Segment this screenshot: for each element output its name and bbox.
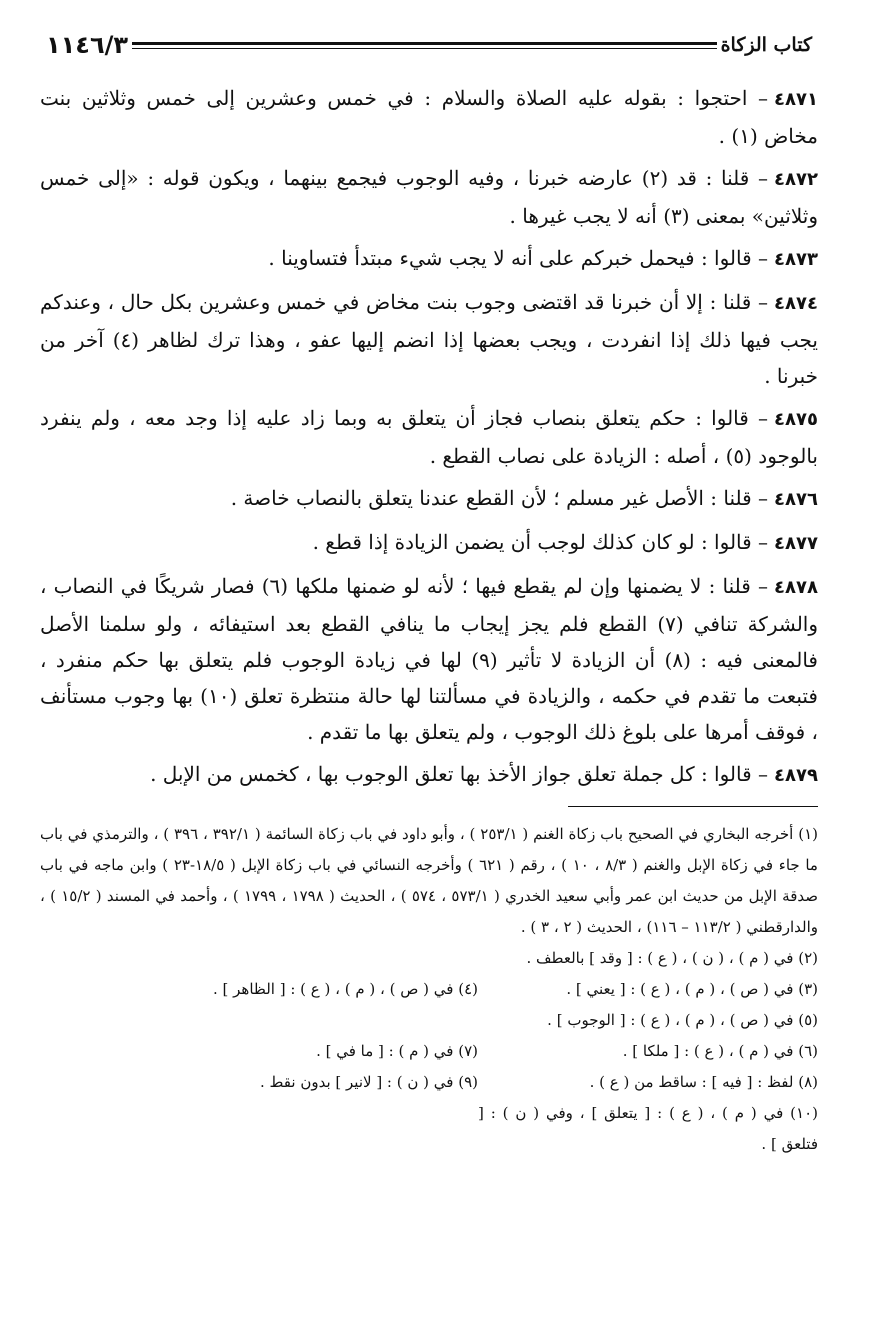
footnote-row xyxy=(40,943,818,974)
paragraph-text: – قالوا : لو كان كذلك لوجب أن يضمن الزيادة إذا قطع . xyxy=(312,530,769,554)
paragraph-4874 xyxy=(40,284,818,394)
paragraph-4871 xyxy=(40,80,818,154)
footnote-7: (٧) في ( م ) : [ ما في ] . xyxy=(316,1042,478,1060)
paragraph-number: ٤٨٧١ xyxy=(774,89,818,110)
footnote-8: (٨) لفظ : [ فيه ] : ساقط من ( ع ) . xyxy=(589,1073,818,1091)
paragraph-4879 xyxy=(40,756,818,794)
footnote-divider xyxy=(568,806,818,807)
paragraph-text: – قالوا : فيحمل خبركم على أنه لا يجب شيء مبتدأ فتساوينا . xyxy=(268,246,769,270)
paragraph-text: – قلنا : قد (٢) عارضه خبرنا ، وفيه الوجوب فيجمع بينهما ، ويكون قوله : «إلى خمس وثلاثين» بمعنى (٣) أنه لا يجب غيرها . xyxy=(40,166,818,228)
paragraph-4877 xyxy=(40,524,818,562)
footnotes xyxy=(40,819,818,1160)
paragraph-4873 xyxy=(40,240,818,278)
paragraph-text: – قلنا : الأصل غير مسلم ؛ لأن القطع عندنا يتعلق بالنصاب خاصة . xyxy=(230,486,769,510)
page xyxy=(40,28,818,1160)
paragraph-text: – قالوا : حكم يتعلق بنصاب فجاز أن يتعلق به وبما زاد عليه إذا وجد معه ، ولم ينفرد بالوجود (٥) ، أصله : الزيادة على نصاب القطع . xyxy=(40,406,818,468)
paragraph-number: ٤٨٧٤ xyxy=(774,293,818,314)
footnote-row xyxy=(40,1067,818,1098)
paragraph-4875 xyxy=(40,400,818,474)
paragraph-number: ٤٨٧٣ xyxy=(774,249,818,270)
footnote-row xyxy=(40,1036,818,1067)
book-title: كتاب الزكاة xyxy=(720,34,812,56)
header-rule xyxy=(132,42,717,49)
paragraph-number: ٤٨٧٦ xyxy=(774,489,818,510)
footnote-2: (٢) في ( م ) ، ( ن ) ، ( ع ) : [ وقد ] بالعطف . xyxy=(526,949,818,967)
paragraph-4878 xyxy=(40,568,818,750)
footnote-row xyxy=(40,974,818,1005)
paragraph-text: – احتجوا : بقوله عليه الصلاة والسلام : في خمس وعشرين إلى خمس وثلاثين بنت مخاض (١) . xyxy=(40,86,818,148)
page-header xyxy=(40,28,818,62)
footnote-row xyxy=(40,1098,818,1160)
paragraph-4872 xyxy=(40,160,818,234)
page-number: ١١٤٦/٣ xyxy=(46,31,129,59)
paragraph-number: ٤٨٧٥ xyxy=(774,409,818,430)
paragraph-number: ٤٨٧٨ xyxy=(774,577,818,598)
footnote-10: (١٠) في ( م ) ، ( ع ) : [ يتعلق ] ، وفي ( ن ) : [ فتلعق ] . xyxy=(478,1104,818,1153)
main-text xyxy=(40,80,818,794)
paragraph-text: – قلنا : لا يضمنها وإن لم يقطع فيها ؛ لأنه لو ضمنها ملكها (٦) فصار شريكًا في النصاب ، والشركة تنافي (٧) القطع فلم يجز إيجاب ما ينافي القطع بعد استيفائه ، ولو سلمنا الأصل فالمعنى فيه : (٨) أن الزيادة لا تأثير (٩) لها في زيادة الوجوب فلم يتعلق بها حكم منفرد ، فتبعت ما تقدم في حكمه ، والزيادة في مسألتنا لها حالة منتظرة تعلق (١٠) بها وجوب مستأنف ، فوقف أمرها على بلوغ ذلك الوجوب ، ولم يتعلق بها ما تقدم . xyxy=(40,574,819,744)
footnote-row xyxy=(40,1005,818,1036)
paragraph-4876 xyxy=(40,480,818,518)
paragraph-text: – قلنا : إلا أن خبرنا قد اقتضى وجوب بنت مخاض في خمس وعشرين بكل حال ، وعندكم يجب فيها ذلك إذا انفردت ، ويجب بعضها إذا انضم إليها عفو ، وهذا ترك لظاهر (٤) آخر من خبرنا . xyxy=(40,290,818,388)
footnote-6: (٦) في ( م ) ، ( ع ) : [ ملكا ] . xyxy=(622,1042,818,1060)
paragraph-number: ٤٨٧٩ xyxy=(774,765,818,786)
footnote-5: (٥) في ( ص ) ، ( م ) ، ( ع ) : [ الوجوب ] . xyxy=(547,1011,818,1029)
footnote-4: (٤) في ( ص ) ، ( م ) ، ( ع ) : [ الظاهر ] . xyxy=(213,980,478,998)
footnote-1: (١) أخرجه البخاري في الصحيح باب زكاة الغنم ( ٢٥٣/١ ) ، وأبو داود في باب زكاة السائمة ( ٣٩٢/١ ، ٣٩٦ ) ، والترمذي في باب ما جاء في زكاة الإبل والغنم ( ٨/٣ ، ١٠ ) ، رقم ( ٦٢١ ) وأخرجه النسائي في باب زكاة الإبل ( ١٨/٥-٢٣ ) وابن ماجه في باب صدقة الإبل من حديث ابن عمر وأبي سعيد الخدري ( ٥٧٣/١ ، ٥٧٤ ) ، الحديث ( ١٧٩٨ ، ١٧٩٩ ) ، وأحمد في المسند ( ١٥/٢ ) ، والدارقطني ( ١١٣/٢ – ١١٦) ، الحديث ( ٢ ، ٣ ) . xyxy=(40,825,818,936)
footnote-9: (٩) في ( ن ) : [ لانير ] بدون نقط . xyxy=(260,1073,478,1091)
paragraph-number: ٤٨٧٧ xyxy=(774,533,818,554)
paragraph-number: ٤٨٧٢ xyxy=(774,169,818,190)
paragraph-text: – قالوا : كل جملة تعلق جواز الأخذ بها تعلق الوجوب بها ، كخمس من الإبل . xyxy=(150,762,769,786)
footnote-3: (٣) في ( ص ) ، ( م ) ، ( ع ) : [ يعني ] . xyxy=(566,980,818,998)
